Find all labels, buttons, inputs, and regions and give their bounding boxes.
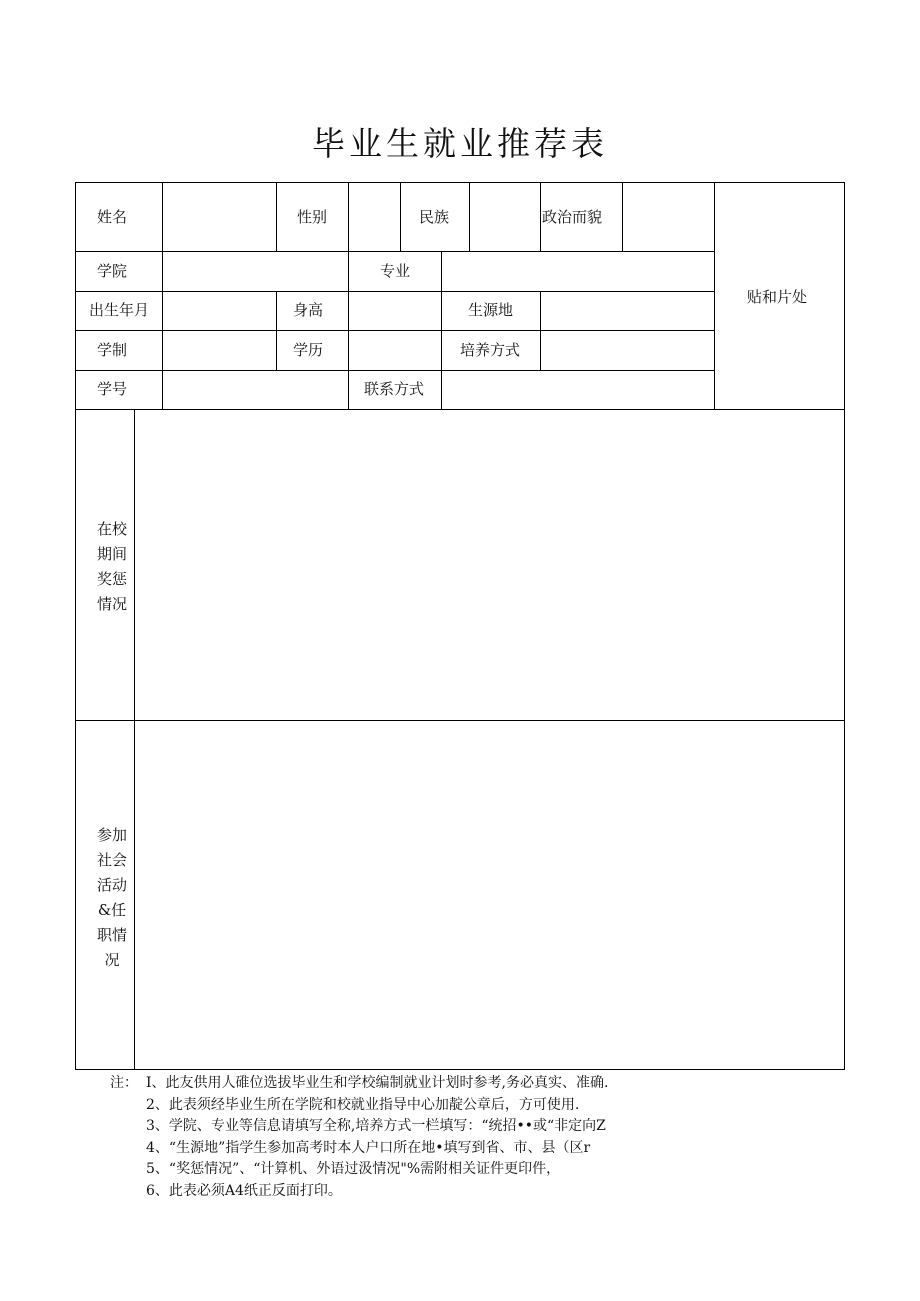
birth-date-field[interactable] bbox=[163, 292, 276, 330]
name-field[interactable] bbox=[163, 183, 276, 251]
photo-label: 贴和片处 bbox=[747, 288, 808, 306]
college-label: 学院 bbox=[97, 262, 128, 280]
note-item: 2、此表须经毕业生所在学院和校就业指导中心加靛公章后，方可使用. bbox=[146, 1096, 580, 1113]
gender-field[interactable] bbox=[349, 183, 400, 251]
note-item: 5、“奖惩情况”、“计算机、外语过汲情况"%需附相关证件更印件， bbox=[146, 1161, 561, 1177]
study-length-field[interactable] bbox=[163, 331, 276, 370]
origin-field[interactable] bbox=[541, 292, 714, 330]
political-status-field[interactable] bbox=[623, 183, 714, 251]
ethnicity-field[interactable] bbox=[470, 183, 540, 251]
education-label: 学历 bbox=[293, 341, 324, 359]
note-item: 4、“生源地”指学生参加高考时本人户口所在地•填写到省、市、县（区r bbox=[146, 1139, 591, 1156]
training-mode-label: 培养方式 bbox=[460, 341, 521, 359]
notes bbox=[110, 1073, 608, 1202]
ethnicity-label: 民族 bbox=[419, 208, 450, 226]
note-item: I、此友供用人碓位选拔毕业生和学校编制就业计划时参考,务必真实、准确. bbox=[146, 1075, 609, 1091]
origin-label: 生源地 bbox=[468, 301, 514, 319]
name-label: 姓名 bbox=[97, 208, 128, 226]
birth-date-label: 出生年月 bbox=[89, 301, 150, 319]
recommendation-form bbox=[75, 182, 845, 1070]
note-item: 3、学院、专业等信息请填写全称,培养方式一栏填写：“统招••或“非定向Z bbox=[146, 1118, 606, 1134]
awards-field[interactable] bbox=[135, 410, 844, 720]
awards-section-label: 在校 期间 奖惩 情况 bbox=[96, 520, 127, 613]
gender-label: 性别 bbox=[297, 208, 328, 226]
contact-field[interactable] bbox=[442, 371, 714, 409]
student-id-label: 学号 bbox=[97, 380, 128, 398]
notes-prefix: 注： bbox=[110, 1075, 138, 1091]
contact-label: 联系方式 bbox=[364, 380, 425, 398]
activities-field[interactable] bbox=[135, 721, 844, 1069]
major-field[interactable] bbox=[442, 252, 714, 291]
training-mode-field[interactable] bbox=[541, 331, 714, 370]
study-length-label: 学制 bbox=[97, 341, 128, 359]
activities-section-label: 参加 社会 活动 &任 职情 况 bbox=[96, 826, 127, 969]
major-label: 专业 bbox=[380, 262, 411, 280]
education-field[interactable] bbox=[349, 331, 441, 370]
height-field[interactable] bbox=[349, 292, 441, 330]
note-item: 6、此表必须A4纸正反面打印。 bbox=[146, 1182, 342, 1199]
student-id-field[interactable] bbox=[163, 371, 348, 409]
height-label: 身高 bbox=[293, 301, 324, 319]
form-title: 毕业生就业推荐表 bbox=[312, 124, 608, 163]
college-field[interactable] bbox=[163, 252, 348, 291]
political-status-label: 政治而貌 bbox=[542, 208, 603, 226]
